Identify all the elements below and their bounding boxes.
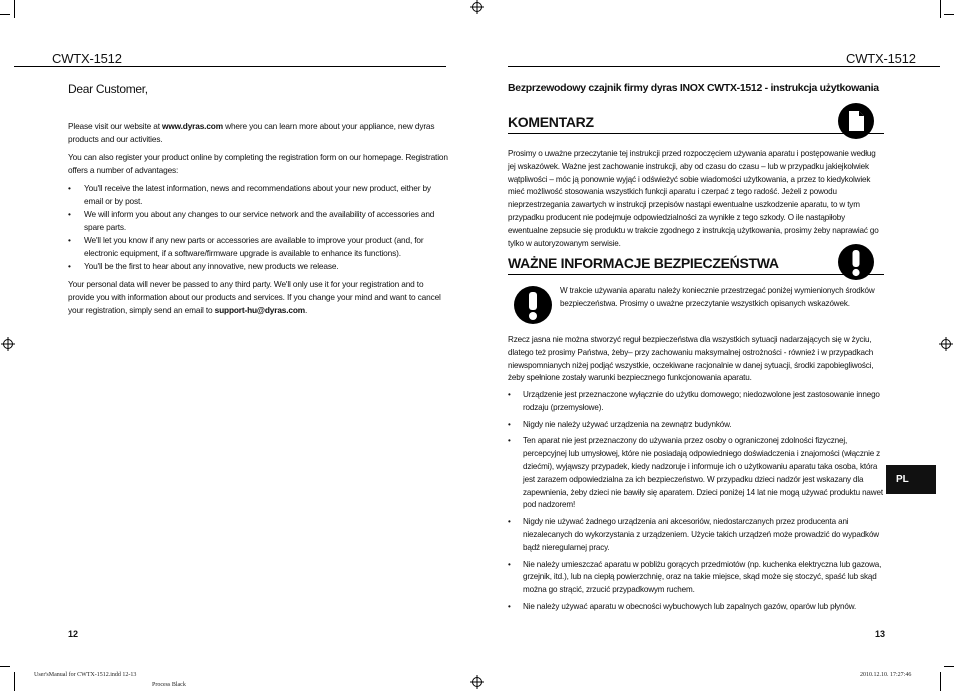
crop-mark [940,672,941,691]
text: where you can learn more about your appliance, new dyras products and our activities. [68,121,435,144]
crop-mark [944,666,954,667]
list-item: • We will inform you about any changes to our service network and the availability of accessories and spare parts. [68,208,448,234]
crop-mark [940,0,941,18]
crop-mark [0,14,10,15]
color-plate: Process Black [152,682,186,688]
list-item: • Nigdy nie używać żadnego urządzenia ani akcesoriów, niedostarczanych przez producenta ani niezalecanych do wykorzystania z urządzeniem. Użycie takich urządzeń może prowadzić do wypadków bądź nieregularnej pracy. [508,516,884,554]
greeting: Dear Customer, [68,82,148,96]
registration-mark-icon [939,337,953,351]
paragraph-website [68,120,448,146]
list-item: • Nigdy nie należy używać urządzenia na zewnątrz budynków. [508,419,884,432]
list-item: • We'll let you know if any new parts or accessories are available to improve your product (and, for electronic equipment, if a software/firmware upgrade is available to enhance its functions). [68,234,448,260]
section-rule [508,274,884,275]
section-rule [508,133,884,134]
model-number-left: CWTX-1512 [52,51,122,66]
website-link[interactable]: www.dyras.com [162,121,223,131]
section-title-safety: WAŻNE INFORMACJE BEZPIECZEŃSTWA [508,255,779,271]
list-item: • Ten aparat nie jest przeznaczony do używania przez osoby o ograniczonej zdolności fizycznej, percepcyjnej lub umysłowej, które nie posiadają odpowiedniego doświadczenia i znajomości (włącznie z dziećmi), wyjąwszy przypadek, kiedy nadzoruje i informuje ich o użytkowaniu aparatu taka osoba, która jest zarazem odpowiedzialna za ich bezpieczeństwo. W przypadku dzieci nadzór jest wskazany dla zapewnienia, żeby dzieci nie bawiły się aparatem. Dzieci poniżej 14 lat nie mogą używać produktu nawet pod nadzorem! [508,435,884,512]
crop-mark [0,666,10,667]
list-item: • You'll receive the latest information, news and recommendations about your new product, either by email or by post. [68,182,448,208]
warning-exclamation-icon [513,285,553,325]
safety-list [508,389,884,618]
registration-mark-icon [470,0,484,14]
timestamp: 2010.12.10. 17:27:46 [860,672,912,678]
list-item: • Urządzenie jest przeznaczone wyłącznie do użytku domowego; niedozwolone jest zastosowanie innego rodzaju (przemysłowe). [508,389,884,415]
list-item: • Nie należy umieszczać aparatu w pobliżu gorących przedmiotów (np. kuchenka elektryczna lub gazowa, grzejnik, itd.), lub na ciepłą powierzchnię, oraz na takie miejsce, skąd może się stoczyć, spaść lub skąd można go strącić, zrzucić przypadkowym ruchem. [508,559,884,597]
crop-mark [14,0,15,18]
list-item: • Nie należy używać aparatu w obecności wybuchowych lub zapalnych gazów, oparów lub płynów. [508,601,884,614]
comment-text: Prosimy o uważne przeczytanie tej instrukcji przed rozpoczęciem używania aparatu i postępowanie według jej wskazówek. Ważne jest zachowanie instrukcji, aby od czasu do czasu – lub w przypadku jakiejkolwiek wątpliwości – móc ją ponownie wyjąć i odświeżyć sobie wiadomości użytkowania, a przez to kiedykolwiek mieć możliwość stosowania wszystkich funkcji aparatu i czerpać z tego radość. Jeżeli z powodu nieprzestrzegania zawartych w instrukcji przepisów nastąpi ewentualne uszkodzenie aparatu, to w tym przypadku producent nie podejmuje odpowiedzialności za wynikłe z tego szkody. O ile nastąpiłoby ewentualne zepsucie się produktu w trakcie zgodnego z instrukcją użytkowania, prosimy żeby naprawiać go tylko w autoryzowanym serwisie. [508,149,879,248]
registration-mark-icon [470,675,484,689]
language-tab: PL [886,465,936,494]
paragraph-registration: You can also register your product online by completing the registration form on our homepage. Registration offers a number of advantages: [68,152,448,175]
paragraph-privacy [68,278,448,317]
text: Your personal data will never be passed to any third party. We'll only use it for your registration and to provide you with information about our products and services. If you change your mind and want to cancel your registration, simply send an email to [68,279,441,315]
safety-intro: Rzecz jasna nie można stworzyć reguł bezpieczeństwa dla wszystkich sytuacji nadarzających się w życiu, dlatego też prosimy Państwa, żeby– przy zachowaniu maksymalnej ostrożności - również i w przypadkach niewspomnianych niżej podjąć wszystkie, oczekiwane racjonalnie w danej sytuacji, środki zapobiegliwości, żeby spełnione zostały warunki bezpiecznego funkcjonowania aparatu. [508,335,874,383]
text: . [305,305,308,315]
section-title-comment: KOMENTARZ [508,114,594,130]
page-number-right: 13 [875,629,886,639]
exclamation-icon [837,243,875,281]
document-title: Bezprzewodowy czajnik firmy dyras INOX CWTX-1512 - instrukcja użytkowania [508,82,879,94]
header-rule-left [14,66,446,67]
model-number-right: CWTX-1512 [846,51,916,66]
header-rule-right [508,66,940,67]
left-body [68,120,448,322]
text: Please visit our website at [68,121,163,131]
warning-text: W trakcie używania aparatu należy koniecznie przestrzegać poniżej wymienionych środków bezpieczeństwa. Prosimy o uważne przeczytanie wszystkich opisanych wskazówek. [560,286,875,308]
page-number-left: 12 [68,629,79,639]
crop-mark [944,14,954,15]
file-info: User'sManual for CWTX-1512.indd 12-13 [34,672,137,678]
list-item: • You'll be the first to hear about any innovative, new products we release. [68,260,448,273]
document-icon [837,102,875,140]
registration-mark-icon [1,337,15,351]
support-email-link[interactable]: support-hu@dyras.com [214,305,306,315]
crop-mark [14,672,15,691]
advantages-list [68,182,448,273]
